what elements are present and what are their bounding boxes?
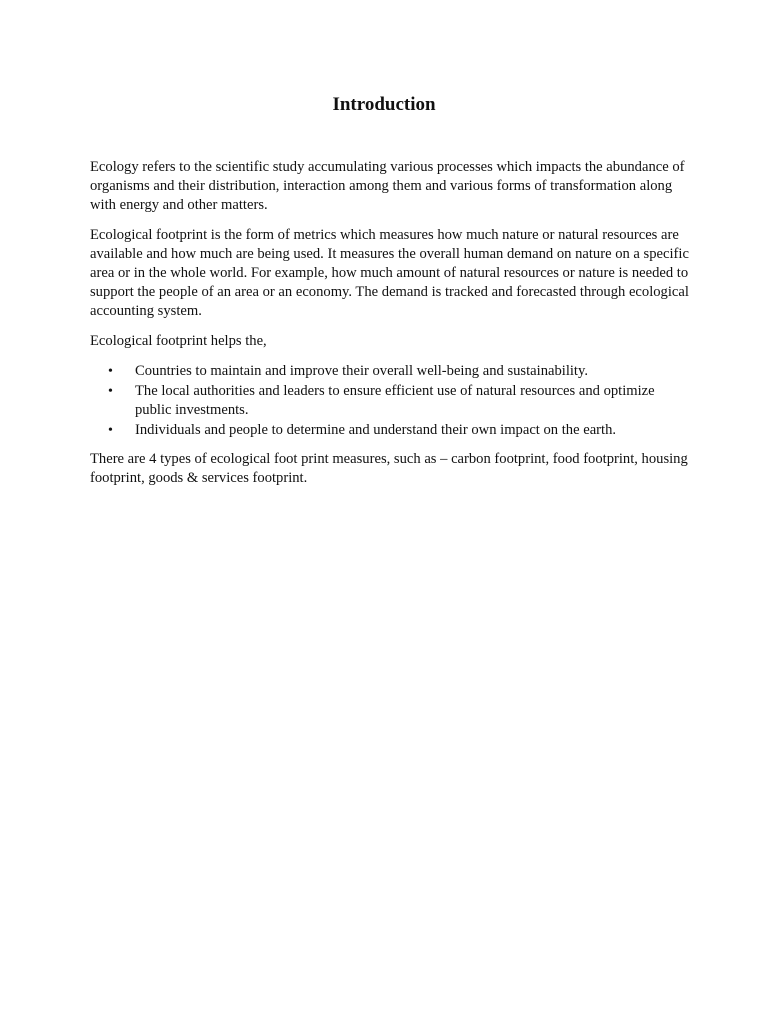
list-item <box>90 382 690 420</box>
paragraph-ecology-definition: Ecology refers to the scientific study accumulating various processes which impacts the abundance of organisms and their distribution, interaction among them and various forms of transformation along with energy and other matters. <box>90 159 685 213</box>
bullet-icon: • <box>108 423 113 438</box>
document-body <box>90 158 690 499</box>
paragraph-footprint-types: There are 4 types of ecological foot print measures, such as – carbon footprint, food footprint, housing footprint, goods & services footprint. <box>90 451 688 486</box>
paragraph-footprint-definition: Ecological footprint is the form of metrics which measures how much nature or natural resources are available and how much are being used. It measures the overall human demand on nature on a specific area or in the whole world. For example, how much amount of natural resources or nature is needed to support the people of an area or an economy. The demand is tracked and forecasted through ecological accounting system. <box>90 227 689 319</box>
paragraph-footprint-helps: Ecological footprint helps the, <box>90 333 267 349</box>
bullet-icon: • <box>108 384 113 399</box>
bullet-icon: • <box>108 364 113 379</box>
list-item-text: Countries to maintain and improve their overall well-being and sustainability. <box>135 363 588 379</box>
list-item <box>90 421 690 440</box>
bullet-list <box>90 362 690 440</box>
page-title: Introduction <box>332 94 436 115</box>
list-item-text: Individuals and people to determine and understand their own impact on the earth. <box>135 422 617 438</box>
list-item-text: The local authorities and leaders to ensure efficient use of natural resources and optimize public investments. <box>135 383 655 418</box>
list-item <box>90 362 690 381</box>
